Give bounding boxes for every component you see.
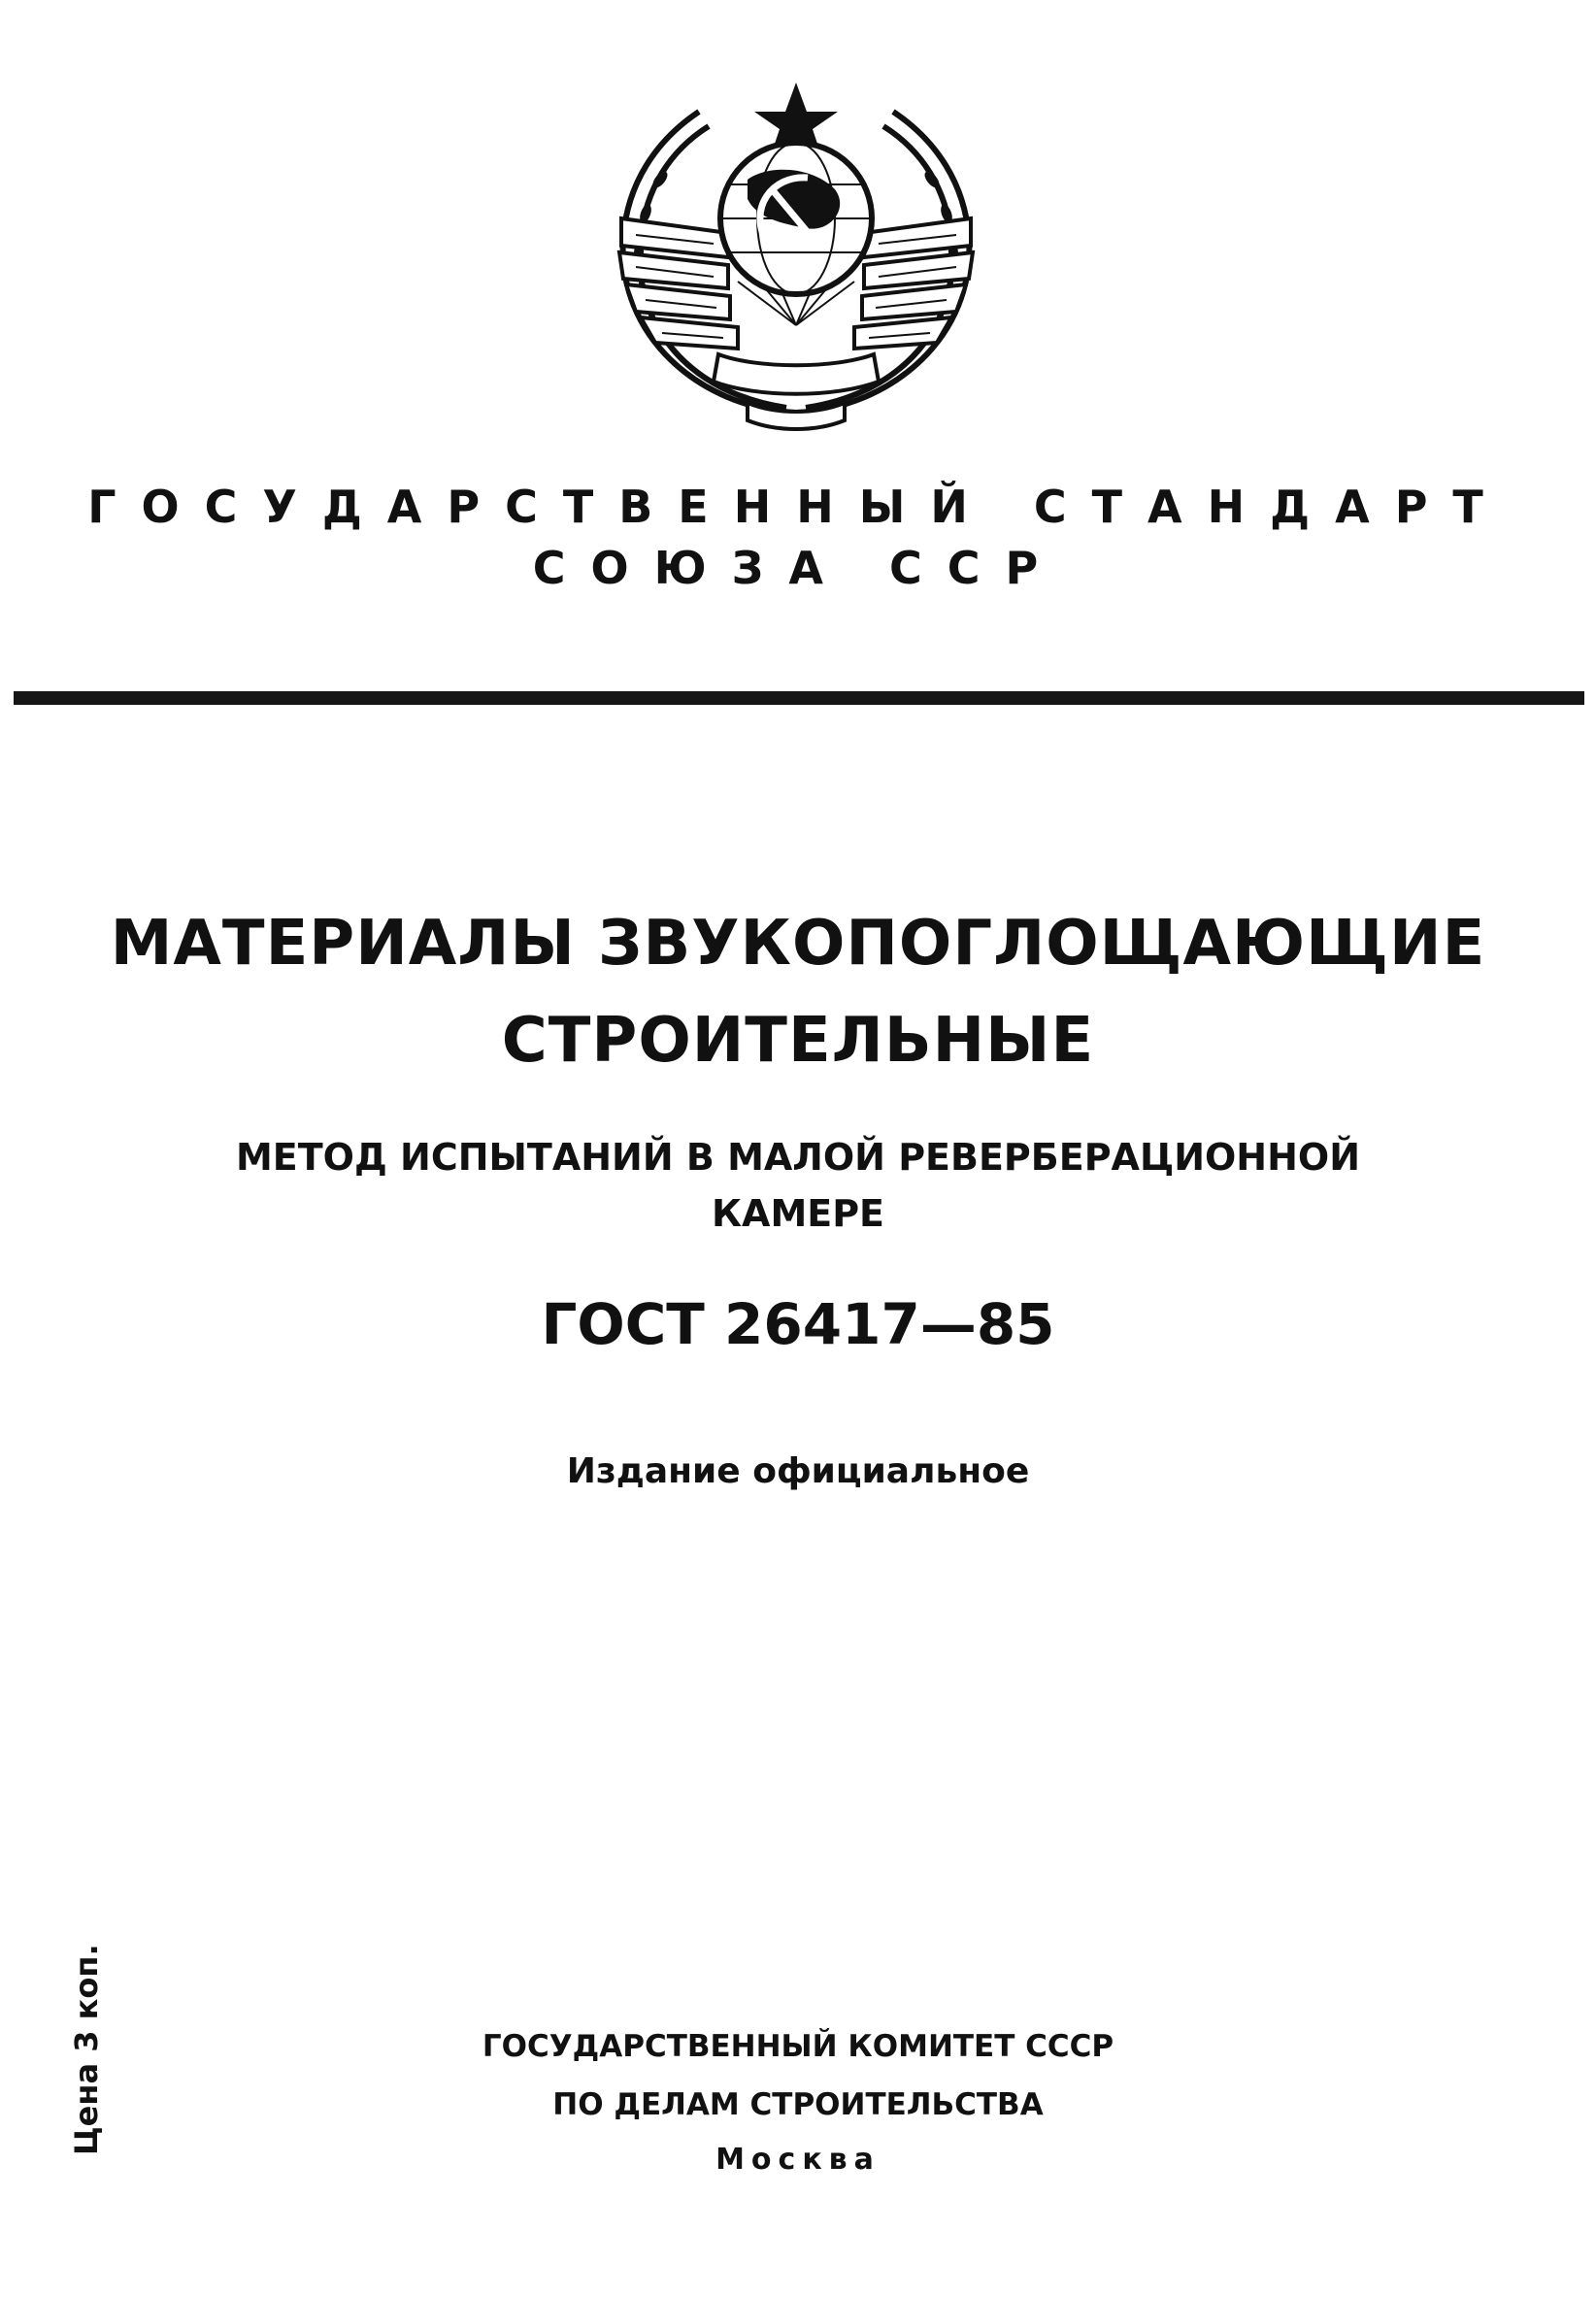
union-heading: СОЮЗА ССР — [532, 542, 1064, 594]
state-standard-heading: ГОСУДАРСТВЕННЫЙ СТАНДАРТ — [87, 481, 1509, 533]
ussr-emblem-icon — [602, 73, 990, 451]
document-subtitle-line-2: КАМЕРЕ — [711, 1192, 885, 1235]
document-title-line-2: СТРОИТЕЛЬНЫЕ — [501, 1005, 1095, 1077]
committee-line-1: ГОСУДАРСТВЕННЫЙ КОМИТЕТ СССР — [482, 2029, 1114, 2064]
document-title-line-1: МАТЕРИАЛЫ ЗВУКОПОГЛОЩАЮЩИЕ — [110, 908, 1486, 980]
document-subtitle-line-1: МЕТОД ИСПЫТАНИЙ В МАЛОЙ РЕВЕРБЕРАЦИОННОЙ — [235, 1136, 1361, 1179]
committee-line-2: ПО ДЕЛАМ СТРОИТЕЛЬСТВА — [552, 2087, 1044, 2122]
edition-label: Издание официальное — [566, 1451, 1030, 1491]
price-label: Цена 3 коп. — [68, 1944, 105, 2155]
standard-number: ГОСТ 26417—85 — [541, 1291, 1055, 1357]
horizontal-rule — [14, 691, 1584, 705]
publication-city: Москва — [715, 2143, 881, 2177]
